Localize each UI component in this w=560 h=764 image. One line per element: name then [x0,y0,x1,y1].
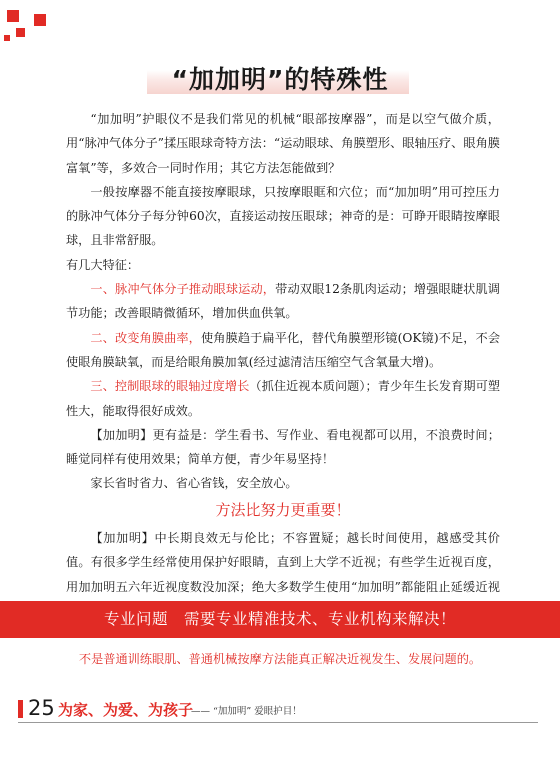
decor-square [34,14,46,26]
feature-2-text: 使角膜趋于扁平化，替代角膜塑形镜(OK镜)不足，不会使眼角膜缺氧，而是给眼角膜加氧(经过滤清洁压缩空气含氧量大增)。 [66,330,501,369]
feature-3 [66,374,500,423]
footer-divider [18,722,538,723]
features-heading: 有几大特征： [66,257,140,272]
feature-3-text: （抓住近视本质问题）；青少年生长发育期可塑性大，能取得很好成效。 [66,379,501,418]
feature-3-heading: 三、控制眼球的眼轴过度增长 [90,379,250,394]
decor-square [16,28,25,37]
parent-paragraph: 家长省时省力、省心省钱，安全放心。 [90,476,298,491]
footer-slogan: 为家、为爱、为孩子 [58,701,194,719]
feature-1-heading: 一、脉冲气体分子推动眼球运动， [90,282,276,297]
highlight-heading: 方法比努力更重要！ [215,500,351,519]
result-paragraph: 【加加明】中长期良效无与伦比；不容置疑；越长时间使用，越感受其价值。有很多学生经常使用保护好眼睛，直到上大学不近视；有些学生近视百度，用加加明五六年近视度数没加深；绝大多数学生使用“加加明”都能阻止延缓近视 [66,531,500,594]
subtitle: 不是普通训练眼肌、普通机械按摩方法能真正解决近视发生、发展问题的。 [78,652,482,666]
intro-paragraph: “加加明”护眼仪不是我们常见的机械“眼部按摩器”，而是以空气做介质，用“脉冲气体分子”揉压眼球奇特方法：“运动眼球、角膜塑形、眼轴压疗、眼角膜富氧”等，多效合一同时作用；其它方法怎能做到？ [66,112,500,175]
banner [0,601,560,638]
feature-2 [66,326,500,375]
footer [18,698,538,722]
page-number: 25 [28,696,55,720]
banner-left: 专业问题 [103,610,168,628]
banner-right: 需要专业精准技术、专业机构来解决！ [184,610,457,628]
feature-1-text: 带动双眼12条肌肉运动；增强眼睫状肌调节功能；改善眼睛微循环，增加供血供氧。 [66,282,500,321]
article-body [66,107,500,623]
benefit-paragraph: 【加加明】更有益是：学生看书、写作业、看电视都可以用，不浪费时间；睡觉同样有使用效果；简单方便，青少年易坚持！ [66,427,500,467]
footer-bar [18,700,23,718]
feature-2-heading: 二、改变角膜曲率， [90,330,201,345]
decor-square [4,35,10,41]
decor-square [7,10,19,22]
feature-1 [66,277,500,326]
footer-tagline: —— “加加明” 爱眼护目！ [191,706,302,717]
page-title: “加加明”的特殊性 [171,65,389,94]
comparison-paragraph: 一般按摩器不能直接按摩眼球，只按摩眼眶和穴位；而“加加明”用可控压力的脉冲气体分子每分钟60次，直接运动按压眼球；神奇的是：可睁开眼睛按摩眼球，且非常舒服。 [66,184,500,248]
